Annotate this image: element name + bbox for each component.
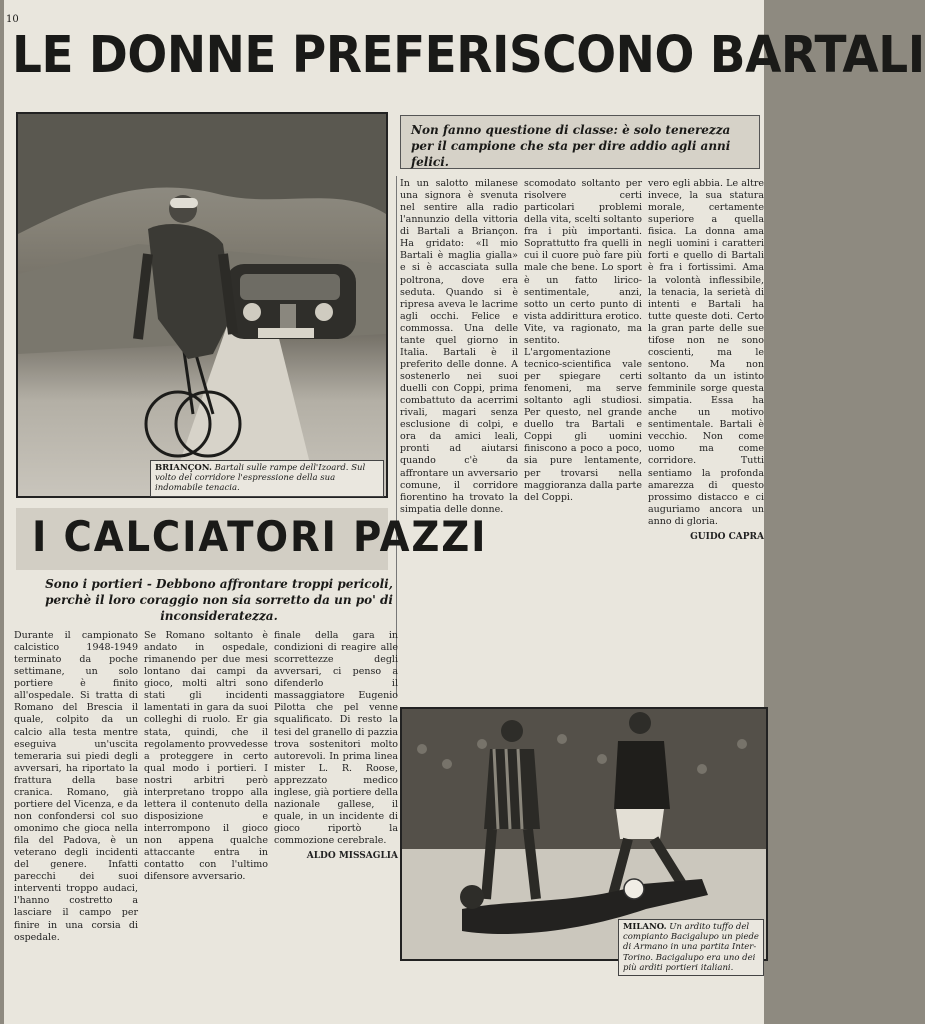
page-number: 10: [6, 14, 19, 25]
magazine-page: [4, 0, 925, 1024]
photo-caption-briancon: [150, 460, 384, 497]
caption-text-milano: Un ardito tuffo del compianto Bacigalupo un piede di Armano in una partita Inter-Torino. Bacigalupo era uno dei più arditi portieri italiani.: [623, 922, 759, 973]
caption-place-milano: MILANO.: [623, 922, 667, 932]
caption-text: Bartali sulle rampe dell'Izoard. Sul volto del corridore l'espressione della sua indomabile tenacia.: [155, 463, 366, 494]
article2-column-2: Se Romano soltanto è andato in ospedale, rimanendo per due mesi lontano dai campi da gioco, molti altri sono stati gli incidenti lamentati in gara da suoi colleghi di ruolo. Er gia stata, quindi, che il regolamento provvedesse a proteggere in certo qual modo i portieri. I nostri arbitri però interpretano troppo alla lettera il contenuto della disposizione e interrompono il gioco non appena qualche attaccante entra in contatto con l'ultimo difensore avversario.: [144, 630, 268, 883]
article-intro-box: [400, 115, 760, 169]
article1-byline: GUIDO CAPRA: [690, 531, 764, 542]
article1-column-2: scomodato soltanto per risolvere certi particolari problemi della vita, scelti soltanto fra i più importanti. Soprattutto fra quelli in cui il cuore può fare più male che bene. Lo sport è un fatto lirico-sentimentale, anzi, sotto un certo punto di vista addirittura erotico. Vite, va ragionato, ma sentito. L'argomentazione tecnico-scientifica vale per spiegare certi fenomeni, ma serve soltanto agli studiosi. Per questo, nel grande duello tra Bartali e Coppi gli uomini finiscono a poco a poco, sia pure lentamente, per trovarsi nella maggioranza dalla parte del Coppi.: [524, 178, 642, 503]
cyclist-photo: [16, 112, 388, 498]
article2-column-3: [274, 630, 398, 1020]
article1-column-3-text: vero egli abbia. Le altre invece, la sua statura morale, certamente superiore a quella fisica. La donna ama negli uomini i caratteri forti e quello di Bartali è fra i fortissimi. Ama la volontà inflessibile, la tenacia, la serietà di intenti e Bartali ha tutte queste doti. Certo la gran parte delle sue tifose non ne sono coscienti, ma le sentono. Ma non soltanto da un istinto femminile sorge questa simpatia. Essa ha anche un motivo sentimentale. Bartali è vecchio. Non come uomo ma come corridore. Tutti sentiamo la profonda amarezza di questo prossimo distacco e ci auguriamo ancora un anno di gloria.: [648, 178, 764, 527]
cyclist-illustration: [18, 114, 386, 496]
article-intro: Non fanno questione di classe: è solo tenerezza per il campione che sta per dire addio agli anni felici.: [411, 123, 731, 170]
main-headline: LE DONNE PREFERISCONO BARTALI: [12, 26, 925, 85]
article2-byline: ALDO MISSAGLIA: [306, 851, 398, 862]
caption-place: BRIANÇON.: [155, 463, 212, 473]
article2-column-1: Durante il campionato calcistico 1948-1949 terminato da poche settimane, un solo portiere è finito all'ospedale. Si tratta di Romano del Brescia il quale, colpito da un calcio alla testa mentre eseguiva un'uscita temeraria sui piedi degli avversari, ha riportato la frattura della base cranica. Romano, già portiere del Vicenza, e da non confondersi col suo omonimo che gioca nella fila del Padova, è un veterano degli incidenti del genere. Infatti parecchi dei suoi interventi troppo audaci, l'hanno costretto a lasciare il campo per finire in una corsia di ospedale.: [14, 630, 138, 943]
section-headline: I CALCIATORI PAZZI: [32, 512, 488, 561]
article1-column-3: [648, 178, 764, 692]
column-divider: [396, 176, 397, 696]
section-subtitle: Sono i portieri - Debbono affrontare troppi pericoli, perchè il loro coraggio non sia sorretto da un po' di inconsideratezza.: [45, 577, 393, 624]
article2-column-3-text: finale della gara in condizioni di reagire alle scorrettezze degli avversari, ci penso a difenderlo il massaggiatore Eugenio Pilotta che pel venne squalificato. Di resto la tesi del granello di pazzia trova sostenitori molto autorevoli. In prima linea mister L. R. Roose, apprezzato medico inglese, già portiere della nazionale gallese, il quale, in un incidente di gioco riportò la commozione cerebrale.: [274, 630, 398, 847]
article1-column-1: In un salotto milanese una signora è svenuta nel sentire alla radio l'annunzio della vittoria di Bartali a Briançon. Ha gridato: «Il mio Bartali è maglia gialla» e si è accasciata sulla poltrona, dove era seduta. Quando si è ripresa aveva le lacrime agli occhi. Felice e commossa. Una delle tante quel giorno in Italia. Bartali è il preferito delle donne. A sostenerlo nei suoi duelli con Coppi, prima combattuto da acerrimi rivali, magari senza esclusione di colpi, e ora da amici leali, pronti ad aiutarsi quando c'è da affrontare un avversario comune, il corridore fiorentino ha trovato la simpatia delle donne.: [400, 178, 518, 515]
photo-caption-milano: [618, 919, 764, 976]
